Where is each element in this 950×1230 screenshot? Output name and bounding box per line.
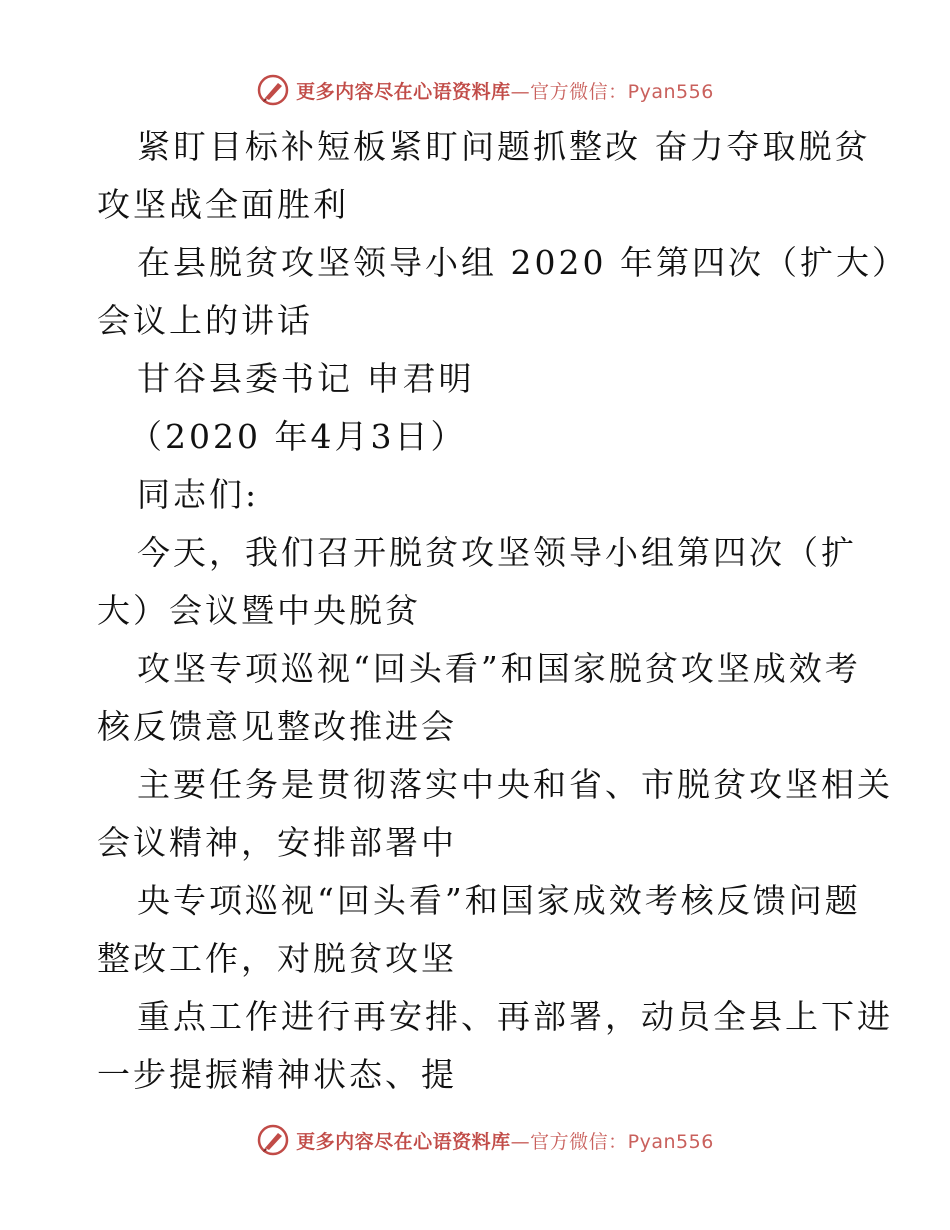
header-banner: [0, 70, 950, 110]
banner-text: [296, 77, 714, 104]
body-line: 一步提振精神状态、提: [97, 1055, 457, 1094]
banner-wechat-text: 官方微信：Pyan556: [530, 80, 714, 103]
speaker-line: 甘谷县委书记 申君明: [137, 359, 475, 398]
body-line: 整改工作，对脱贫攻坚: [97, 939, 457, 978]
body-line: 今天，我们召开脱贫攻坚领导小组第四次（扩: [137, 533, 857, 572]
subtitle-line-2: 会议上的讲话: [97, 301, 313, 340]
document-body: [97, 118, 908, 1104]
body-line: 重点工作进行再安排、再部署，动员全县上下进: [137, 997, 893, 1036]
title-line-2: 攻坚战全面胜利: [97, 185, 349, 224]
body-line: 大）会议暨中央脱贫: [97, 591, 421, 630]
date-line: （2020 年4月3日）: [129, 417, 467, 456]
body-line: 攻坚专项巡视“回头看”和国家脱贫攻坚成效考: [137, 649, 861, 688]
subtitle-line-1: 在县脱贫攻坚领导小组 2020 年第四次（扩大）: [137, 243, 908, 282]
body-line: 央专项巡视“回头看”和国家成效考核反馈问题: [137, 881, 861, 920]
body-line: 主要任务是贯彻落实中央和省、市脱贫攻坚相关: [137, 765, 893, 804]
banner-brand-text: 更多内容尽在心语资料库: [296, 80, 511, 103]
salutation-line: 同志们:: [137, 475, 260, 514]
body-line: 会议精神，安排部署中: [97, 823, 457, 862]
banner-wechat-text: 官方微信：Pyan556: [530, 1130, 714, 1153]
banner-brand-text: 更多内容尽在心语资料库: [296, 1130, 511, 1153]
banner-separator: —: [510, 1130, 531, 1153]
banner-separator: —: [510, 80, 531, 103]
banner-text: [296, 1127, 714, 1154]
title-line-1: 紧盯目标补短板紧盯问题抓整改 奋力夺取脱贫: [137, 127, 871, 166]
pen-logo-icon: [256, 1123, 290, 1157]
pen-logo-icon: [256, 73, 290, 107]
body-line: 核反馈意见整改推进会: [97, 707, 457, 746]
footer-banner: [0, 1120, 950, 1160]
